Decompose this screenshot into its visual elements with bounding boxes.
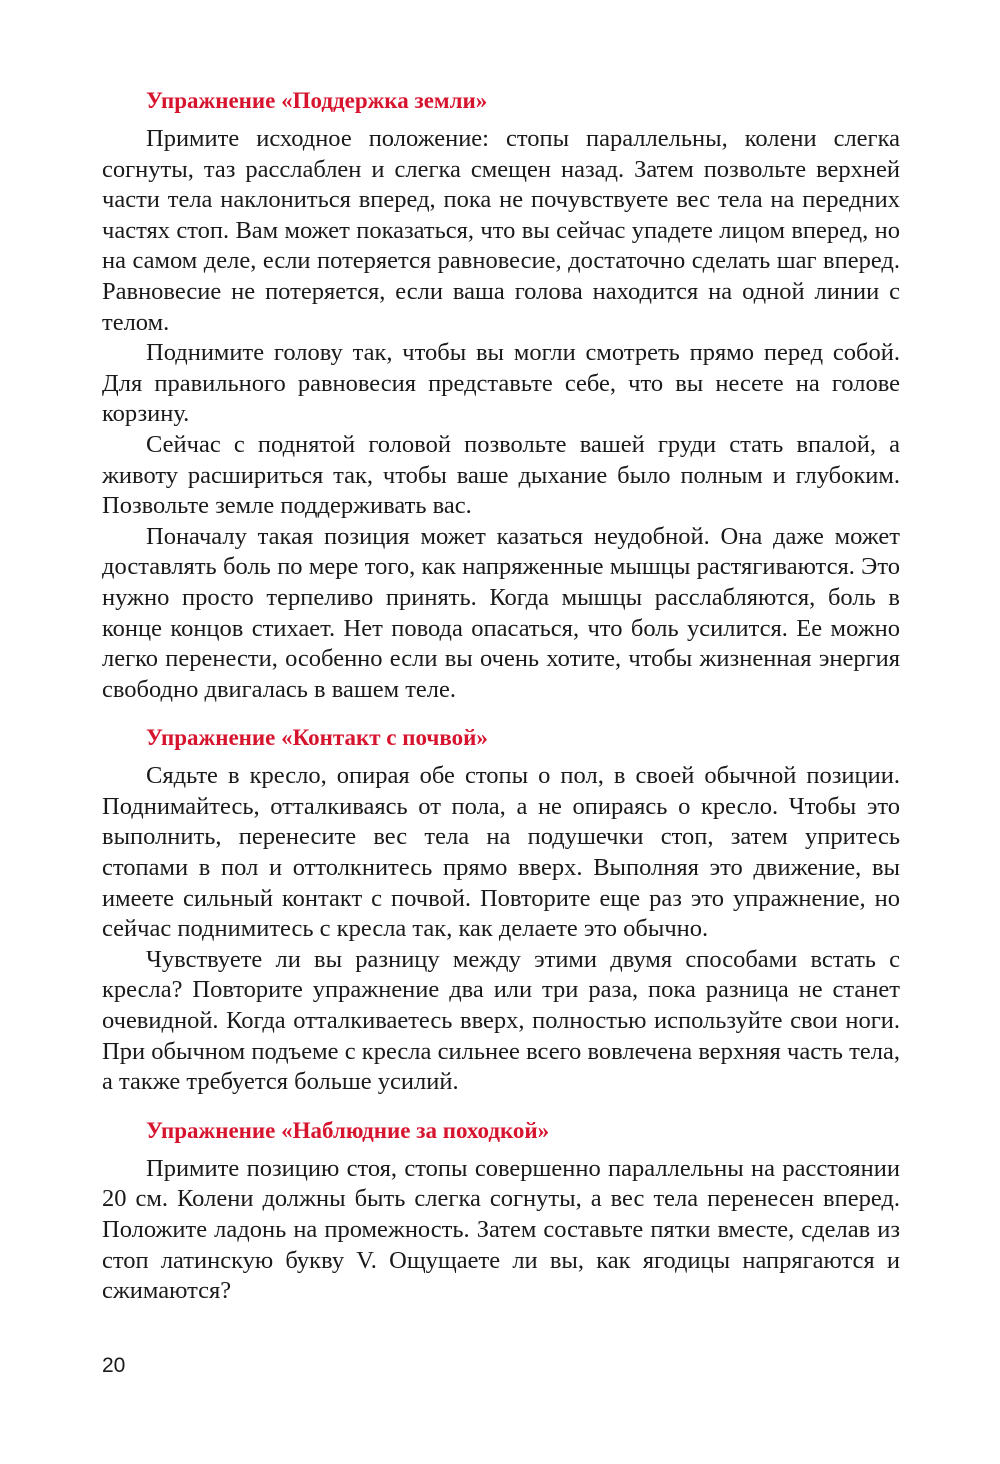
- paragraph: Примите исходное положение: стопы параллельны, колени слегка согнуты, таз расслаблен и слегка смещен назад. Затем позвольте верхней части тела наклониться вперед, пока не почувствуете вес тела на передних частях стоп. Вам может показаться, что вы сейчас упадете лицом вперед, но на самом деле, если потеряется равновесие, достаточно сделать шаг вперед. Равновесие не потеряется, если ваша голова находится на одной линии с телом.: [102, 125, 900, 336]
- paragraph: Поначалу такая позиция может казаться неудобной. Она даже может доставлять боль по мере того, как напряженные мышцы растягиваются. Это нужно просто терпеливо принять. Когда мышцы расслабляются, боль в конце концов стихает. Нет повода опасаться, что боль усилится. Ее можно легко перенести, особенно если вы очень хотите, чтобы жизненная энергия свободно двигалась в вашем теле.: [102, 522, 900, 703]
- paragraph: Примите позицию стоя, стопы совершенно параллельны на расстоянии 20 см. Колени должны быть слегка согнуты, а вес тела перенесен вперед. Положите ладонь на промежность. Затем составьте пятки вместе, сделав из стоп латинскую букву V. Ощущаете ли вы, как ягодицы напрягаются и сжимаются?: [102, 1154, 900, 1305]
- section-earth-support: [102, 86, 900, 705]
- section-heading: Упражнение «Наблюдние за походкой»: [146, 1117, 550, 1143]
- section-gait-observation: [102, 1116, 900, 1307]
- page-number: 20: [102, 1354, 126, 1377]
- paragraph: Поднимите голову так, чтобы вы могли смотреть прямо перед собой. Для правильного равновесия представьте себе, что вы несете на голове корзину.: [102, 339, 900, 428]
- paragraph: Сядьте в кресло, опирая обе стопы о пол, в своей обычной позиции. Поднимайтесь, отталкиваясь от пола, а не опираясь о кресло. Чтобы это выполнить, перенесите вес тела на подушечки стоп, затем упритесь стопами в пол и оттолкнитесь прямо вверх. Выполняя это движение, вы имеете сильный контакт с почвой. Повторите еще раз это упражнение, но сейчас поднимитесь с кресла так, как делаете это обычно.: [102, 762, 900, 943]
- section-ground-contact: [102, 723, 900, 1098]
- paragraph: Чувствуете ли вы разницу между этими двумя способами встать с кресла? Повторите упражнение два или три раза, пока разница не станет очевидной. Когда отталкиваетесь вверх, полностью используйте свои ноги. При обычном подъеме с кресла сильнее всего вовлечена верхняя часть тела, а также требуется больше усилий.: [102, 945, 900, 1096]
- section-heading: Упражнение «Контакт с почвой»: [146, 725, 488, 751]
- page-content: [102, 86, 900, 1325]
- section-heading: Упражнение «Поддержка земли»: [146, 88, 488, 113]
- paragraph: Сейчас с поднятой головой позвольте вашей груди стать впалой, а животу расшириться так, чтобы ваше дыхание было полным и глубоким. Позвольте земле поддерживать вас.: [102, 430, 900, 520]
